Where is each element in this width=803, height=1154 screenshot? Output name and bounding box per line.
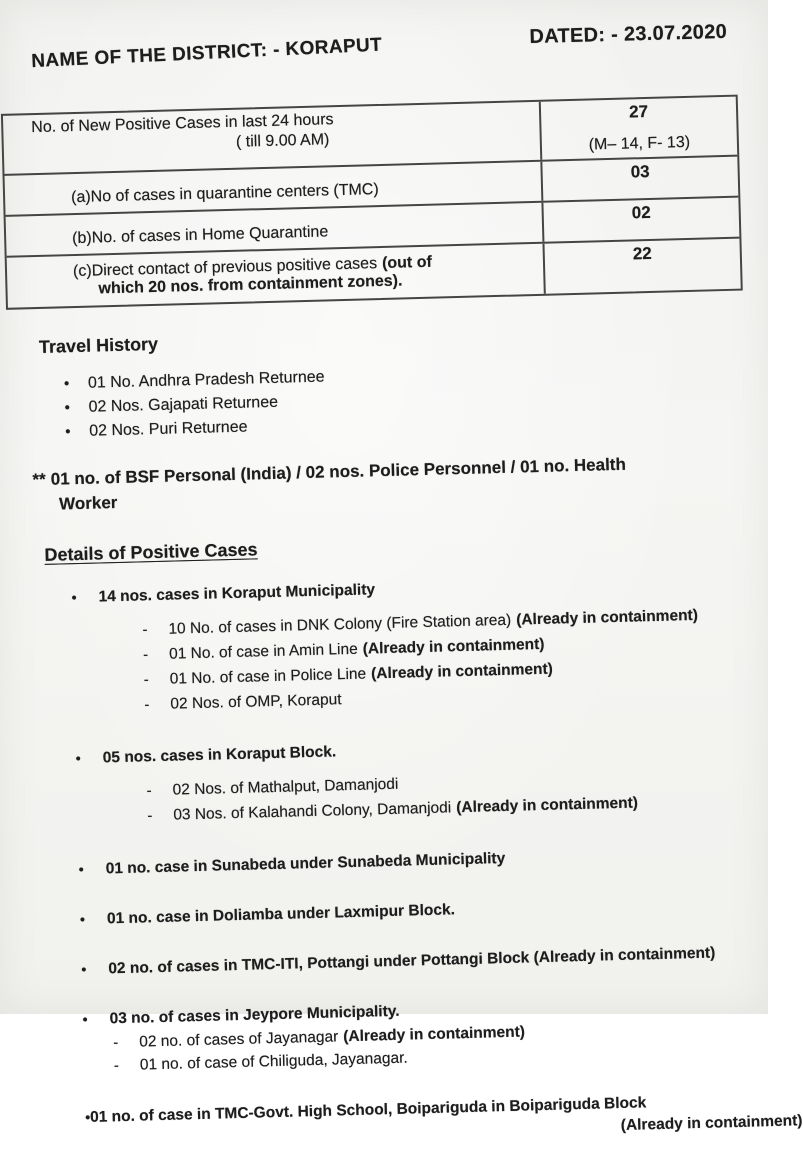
list-item-text: 02 Nos. Gajapati Returnee	[88, 391, 278, 420]
details-title: Details of Positive Cases	[44, 526, 770, 566]
containment-note: (Already in containment)	[516, 607, 698, 629]
travel-history-list	[64, 354, 768, 444]
dash-icon: -	[142, 617, 169, 643]
row-value-detail: (M– 14, F- 13)	[542, 133, 737, 156]
row-label: (a)No of cases in quarantine centers (TMC)	[5, 162, 542, 215]
sub-item-text: 01 No. of case in Police Line (Already in containment)	[169, 657, 553, 692]
summary-table	[1, 95, 743, 310]
district-title: NAME OF THE DISTRICT: - KORAPUT	[31, 35, 383, 74]
group-heading-text: 03 no. of cases in Jeypore Municipality.	[109, 1001, 399, 1030]
travel-history-title: Travel History	[39, 318, 765, 358]
bullet-icon: •	[82, 1008, 110, 1030]
containment-note: (Already in containment)	[456, 794, 638, 816]
dash-icon: -	[143, 642, 170, 668]
sub-item-text: 01 No. of case in Amin Line (Already in containment)	[169, 632, 545, 667]
row-value: 03	[540, 157, 738, 201]
sub-item-text: 02 no. of cases of Jayanagar (Already in containment)	[139, 1021, 525, 1054]
row-label-bold-part: (out of	[382, 254, 432, 272]
positive-cases-groups	[3, 569, 786, 1154]
bullet-icon: •	[80, 908, 108, 930]
group-heading-text: 14 nos. cases in Koraput Municipality	[98, 579, 375, 607]
list-item-text: 01 No. Andhra Pradesh Returnee	[88, 366, 325, 396]
row-label-line1: No. of New Positive Cases in last 24 hours	[31, 106, 533, 137]
bullet-icon: •	[85, 1107, 91, 1152]
case-group-heading	[80, 891, 780, 930]
document-header	[0, 20, 758, 74]
stars-marker: **	[32, 470, 46, 489]
group-heading-text: 01 no. case in Doliamba under Laxmipur Block.	[107, 899, 455, 929]
group-heading-text: 05 nos. cases in Koraput Block.	[103, 741, 337, 768]
group-heading-text: 02 no. of cases in TMC-ITI, Pottangi under Pottangi Block (Already in containment)	[108, 943, 715, 980]
note-line1: ** 01 no. of BSF Personal (India) / 02 nos. Police Personnel / 01 no. Health	[32, 448, 748, 492]
case-group-heading	[85, 1089, 786, 1152]
dash-icon: -	[146, 778, 173, 804]
sub-item-text: 02 Nos. of Mathalput, Damanjodi	[172, 772, 403, 803]
group-heading-text: 01 no. case in Sunabeda under Sunabeda Municipality	[105, 848, 505, 879]
bullet-icon: •	[65, 420, 90, 445]
row-label: (b)No. of cases in Home Quarantine	[6, 203, 543, 256]
row-value: 22	[542, 239, 740, 294]
case-group-sublist	[146, 762, 777, 828]
group-heading-text: 01 no. of case in TMC-Govt. High School, Boipariguda in Boipariguda Block (Already in containment)	[90, 1088, 803, 1152]
containment-note: (Already in containment)	[363, 636, 545, 658]
row-label-line2: which 20 nos. from containment zones).	[73, 269, 537, 299]
case-group-heading	[71, 569, 771, 608]
dash-icon: -	[113, 1031, 140, 1055]
containment-note: (Already in containment)	[90, 1109, 802, 1152]
bullet-icon: •	[64, 372, 89, 397]
case-group-heading	[81, 941, 781, 980]
list-item-text: 02 Nos. Puri Returnee	[89, 416, 248, 444]
row-label-line1: (c)Direct contact of previous positive cases (out of	[73, 251, 537, 281]
containment-note: (Already in containment)	[343, 1024, 525, 1046]
dash-icon: -	[114, 1054, 141, 1078]
personnel-note	[32, 448, 749, 517]
sub-item-text: 02 Nos. of OMP, Koraput	[170, 687, 347, 717]
sub-item-text: 10 No. of cases in DNK Colony (Fire Station area) (Already in containment)	[168, 603, 698, 642]
row-value: 27	[541, 100, 736, 125]
case-group-sublist	[142, 601, 774, 717]
dated-title: DATED: - 23.07.2020	[529, 21, 727, 49]
dash-icon: -	[143, 667, 170, 693]
row-value: 02	[541, 198, 739, 242]
row-label-line2: ( till 9.00 AM)	[32, 126, 534, 157]
bullet-icon: •	[78, 858, 106, 880]
bullet-icon: •	[76, 747, 104, 769]
note-line2: Worker	[33, 473, 749, 517]
dash-icon: -	[147, 803, 174, 829]
row-value-cell	[539, 97, 737, 160]
case-group-heading	[78, 841, 778, 880]
bullet-icon: •	[71, 587, 99, 609]
dash-icon: -	[144, 692, 171, 718]
containment-note: (Already in containment)	[371, 661, 553, 683]
bullet-icon: •	[81, 958, 109, 980]
case-group-heading	[76, 730, 776, 769]
sub-item-text: 01 no. of case of Chiliguda, Jayanagar.	[140, 1046, 414, 1076]
sub-item-text: 03 Nos. of Kalahandi Colony, Damanjodi (Already in containment)	[173, 790, 638, 827]
bullet-icon: •	[64, 396, 89, 421]
